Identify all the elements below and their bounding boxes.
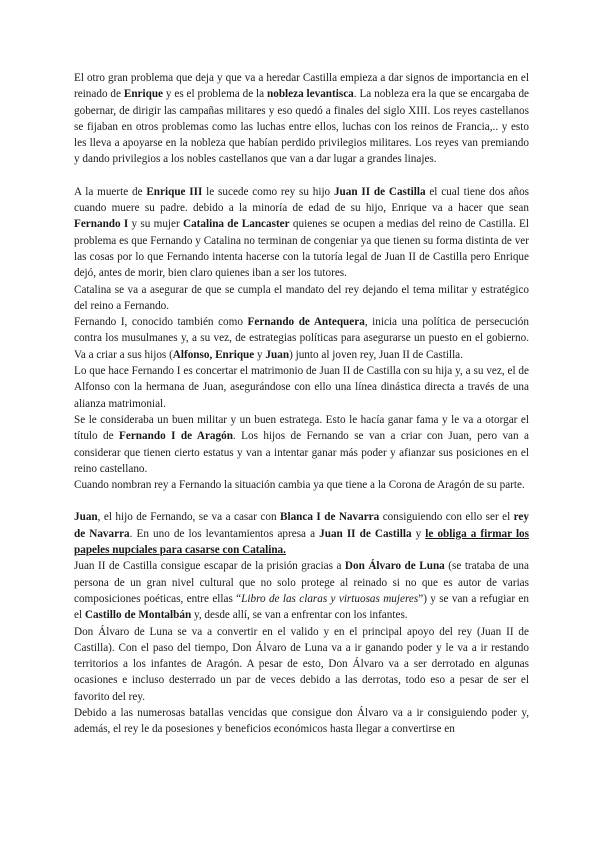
bold-text: Catalina de Lancaster <box>183 218 290 231</box>
paragraph-valido <box>74 624 529 705</box>
paragraph-matrimonio <box>74 363 529 412</box>
bold-text: Fernando I <box>74 218 129 231</box>
text-run: . Los hijos de Fernando se van a criar con Juan, pero van a considerar que tienen cierto estatus y van a intentar ganar más poder y afianzar sus posiciones en el reino castellano. <box>74 430 530 475</box>
paragraph-catalina <box>74 282 529 315</box>
text-run: y su mujer <box>128 218 183 231</box>
paragraph-fernando-antequera <box>74 314 529 363</box>
text-run: Lo que hace Fernando I es concertar el matrimonio de Juan II de Castilla con su hija y, a su vez, el de Alfonso con la hermana de Juan, asegurándose con ello una línea dinástica directa a través de una alianza matrimonial. <box>74 365 529 410</box>
bold-text: Castillo de Montalbán <box>84 609 192 622</box>
text-run: consiguiendo con ello ser el <box>379 511 514 524</box>
bold-text: Juan <box>74 511 98 524</box>
bold-text: Fernando I de Aragón <box>119 430 233 443</box>
text-run: Debido a las numerosas batallas vencidas que consigue don Álvaro va a ir consiguiendo poder y, además, el rey le da posesiones y beneficios económicos hasta llegar a convertirse en <box>74 706 529 736</box>
document-page <box>74 70 529 738</box>
bold-text: Fernando de Antequera <box>247 316 365 329</box>
bold-text: Juan II de Castilla <box>319 527 412 540</box>
text-run: y, desde allí, se van a enfrentar con los infantes. <box>191 609 408 622</box>
paragraph-batallas <box>74 705 529 738</box>
paragraph-alvaro-luna <box>74 558 529 623</box>
bold-text: Enrique III <box>146 185 203 198</box>
text-run: Catalina se va a asegurar de que se cumpla el mandato del rey dejando el tema militar y estratégico del reino a Fernando. <box>74 283 529 312</box>
text-run: Cuando nombran rey a Fernando la situación cambia ya que tiene a la Corona de Aragón de su parte. <box>74 479 525 492</box>
bold-text: Juan II de Castilla <box>333 185 426 198</box>
text-run: El otro gran problema que deja y que va a heredar Castilla empieza a dar signos de importancia en el reinado de <box>74 72 529 101</box>
text-run: quienes se ocupen a medias del reino de Castilla. El problema es que Fernando y Catalina no terminan de congeniar ya que tienen su forma distinta de ver las cosas por lo que Fernando intenta hacerse con la tutoría legal de Juan II de Castilla pero Enrique dejó, antes de morir, bien claro quienes iban a ser los tutores. <box>74 218 529 280</box>
text-run: . En uno de los levantamientos apresa a <box>129 527 320 540</box>
paragraph-nobleza <box>74 70 529 168</box>
text-run: y <box>254 348 266 361</box>
bold-text: Don Álvaro de Luna <box>344 560 445 573</box>
paragraph-juan-navarra <box>74 509 529 558</box>
italic-text: Libro de las claras y virtuosas mujeres <box>241 592 419 605</box>
text-run: Se le consideraba un buen militar y un buen estratega. Esto le hacía ganar fama y le va a otorgar el título de <box>74 413 529 443</box>
text-run: Don Álvaro de Luna se va a convertir en el valido y en el principal apoyo del rey (Juan II de Castilla). Con el paso del tiempo, Don Álvaro de Luna va a ir ganando poder y le va a ir restando territorios a los infantes de Aragón. A pesar de esto, Don Álvaro va a ser derrotado en algunas ocasiones e incluso desterrado un par de veces debido a las derrotas, todo eso a pesar de ser el favorito del rey. <box>74 625 529 703</box>
text-run: le sucede como rey su hijo <box>202 185 334 198</box>
text-run: Juan II de Castilla consigue escapar de la prisión gracias a <box>74 560 345 573</box>
text-run: ”) y se van a refugiar en el <box>74 592 529 622</box>
bold-text: le obliga a firmar los papeles nupciales para casarse con Catalina. <box>74 527 530 557</box>
text-run: , inicia una política de persecución contra los musulmanes y, a su vez, de estrategias políticas para asegurarse un puesto en el gobierno. Va a criar a sus hijos ( <box>74 316 529 361</box>
text-run: ) junto al joven rey, Juan II de Castilla. <box>289 348 463 361</box>
paragraph-fernando-aragon <box>74 412 529 477</box>
text-run: Fernando I, conocido también como <box>74 316 248 329</box>
text-run: . La nobleza era la que se encargaba de gobernar, de dirigir las campañas militares y eso quedó a finales del siglo XIII. Los reyes castellanos se fijaban en otros problemas como las luchas entre ellos, luchas con los reinos de Francia,.. y esto les lleva a apoyarse en la nobleza que habían perdido privilegios militares. Los reyes van premiando y dando privilegios a los nobles castellanos que van a dar lugar a grandes linajes. <box>74 88 530 166</box>
text-run: A la muerte de <box>74 185 147 198</box>
bold-text: Juan <box>265 348 290 361</box>
paragraph-enrique-iii <box>74 184 529 282</box>
paragraph-corona-aragon <box>74 477 529 493</box>
bold-text: Alfonso, Enrique <box>172 348 255 361</box>
paragraph-gap <box>74 493 529 509</box>
paragraph-gap <box>74 168 529 184</box>
text-run: y <box>411 527 426 540</box>
text-run: y es el problema de la <box>163 88 267 101</box>
bold-text: Blanca I de Navarra <box>280 511 380 524</box>
text-run: , el hijo de Fernando, se va a casar con <box>97 511 281 524</box>
bold-text: Enrique <box>123 88 164 101</box>
text-run: el cual tiene dos años cuando muere su padre. debido a la minoría de edad de su hijo, Enrique va a hacer que sean <box>74 185 530 215</box>
text-run: (se trataba de una persona de un gran nivel cultural que no solo protege al reinado si no que es autor de varias composiciones poéticas, entre ellas “ <box>74 560 529 605</box>
bold-text: rey de Navarra <box>74 511 529 540</box>
bold-text: nobleza levantisca <box>267 88 354 101</box>
